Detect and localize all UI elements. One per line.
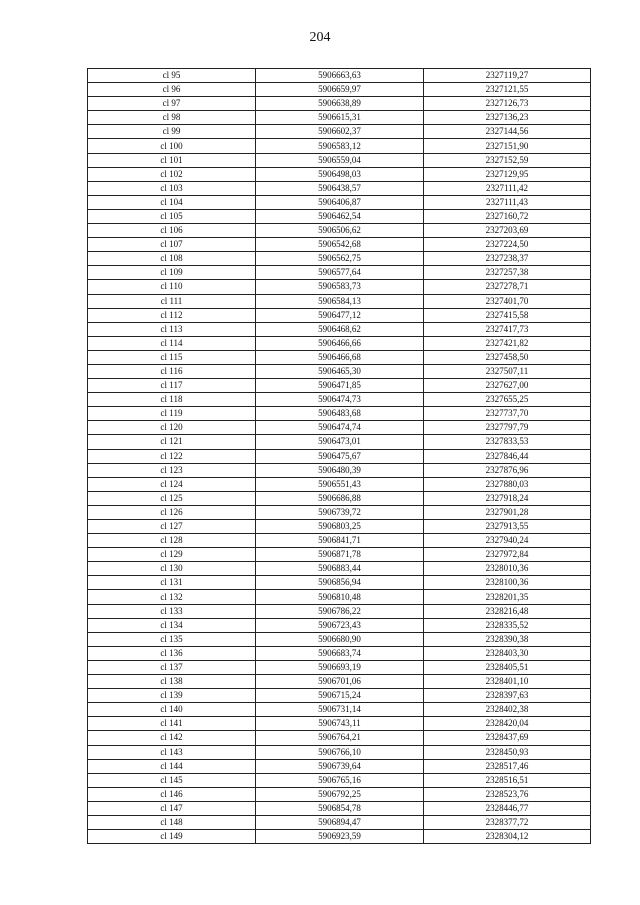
x-coordinate-cell: 5906602,37 [256, 125, 424, 139]
table-row [88, 689, 591, 703]
x-coordinate-cell: 5906803,25 [256, 520, 424, 534]
table-row [88, 167, 591, 181]
x-coordinate-cell: 5906468,62 [256, 322, 424, 336]
point-id-cell: cl 122 [88, 449, 256, 463]
x-coordinate-cell: 5906764,21 [256, 731, 424, 745]
table-row [88, 815, 591, 829]
point-id-cell: cl 101 [88, 153, 256, 167]
table-row [88, 520, 591, 534]
x-coordinate-cell: 5906739,72 [256, 505, 424, 519]
point-id-cell: cl 144 [88, 759, 256, 773]
x-coordinate-cell: 5906471,85 [256, 379, 424, 393]
y-coordinate-cell: 2327458,50 [424, 350, 591, 364]
x-coordinate-cell: 5906659,97 [256, 83, 424, 97]
table-row [88, 69, 591, 83]
y-coordinate-cell: 2327224,50 [424, 238, 591, 252]
y-coordinate-cell: 2327940,24 [424, 534, 591, 548]
x-coordinate-cell: 5906786,22 [256, 604, 424, 618]
x-coordinate-cell: 5906923,59 [256, 830, 424, 844]
point-id-cell: cl 142 [88, 731, 256, 745]
x-coordinate-cell: 5906856,94 [256, 576, 424, 590]
y-coordinate-cell: 2327913,55 [424, 520, 591, 534]
x-coordinate-cell: 5906477,12 [256, 308, 424, 322]
table-row [88, 773, 591, 787]
table-row [88, 322, 591, 336]
x-coordinate-cell: 5906438,57 [256, 181, 424, 195]
table-row [88, 632, 591, 646]
x-coordinate-cell: 5906810,48 [256, 590, 424, 604]
x-coordinate-cell: 5906894,47 [256, 815, 424, 829]
table-row [88, 294, 591, 308]
coordinates-table-body [88, 69, 591, 844]
y-coordinate-cell: 2328216,48 [424, 604, 591, 618]
x-coordinate-cell: 5906686,88 [256, 491, 424, 505]
y-coordinate-cell: 2328450,93 [424, 745, 591, 759]
table-row [88, 350, 591, 364]
x-coordinate-cell: 5906854,78 [256, 801, 424, 815]
table-row [88, 407, 591, 421]
point-id-cell: cl 109 [88, 266, 256, 280]
point-id-cell: cl 106 [88, 224, 256, 238]
point-id-cell: cl 116 [88, 364, 256, 378]
point-id-cell: cl 127 [88, 520, 256, 534]
table-row [88, 505, 591, 519]
point-id-cell: cl 102 [88, 167, 256, 181]
table-row [88, 548, 591, 562]
table-row [88, 660, 591, 674]
table-row [88, 393, 591, 407]
table-row [88, 336, 591, 350]
point-id-cell: cl 107 [88, 238, 256, 252]
x-coordinate-cell: 5906474,74 [256, 421, 424, 435]
y-coordinate-cell: 2327627,00 [424, 379, 591, 393]
y-coordinate-cell: 2328517,46 [424, 759, 591, 773]
point-id-cell: cl 110 [88, 280, 256, 294]
x-coordinate-cell: 5906473,01 [256, 435, 424, 449]
x-coordinate-cell: 5906483,68 [256, 407, 424, 421]
x-coordinate-cell: 5906462,54 [256, 209, 424, 223]
y-coordinate-cell: 2327401,70 [424, 294, 591, 308]
y-coordinate-cell: 2328420,04 [424, 717, 591, 731]
y-coordinate-cell: 2328010,36 [424, 562, 591, 576]
x-coordinate-cell: 5906765,16 [256, 773, 424, 787]
y-coordinate-cell: 2327797,79 [424, 421, 591, 435]
y-coordinate-cell: 2328405,51 [424, 660, 591, 674]
y-coordinate-cell: 2327160,72 [424, 209, 591, 223]
x-coordinate-cell: 5906466,66 [256, 336, 424, 350]
table-row [88, 97, 591, 111]
point-id-cell: cl 103 [88, 181, 256, 195]
point-id-cell: cl 133 [88, 604, 256, 618]
y-coordinate-cell: 2327121,55 [424, 83, 591, 97]
point-id-cell: cl 95 [88, 69, 256, 83]
y-coordinate-cell: 2327417,73 [424, 322, 591, 336]
point-id-cell: cl 141 [88, 717, 256, 731]
y-coordinate-cell: 2327876,96 [424, 463, 591, 477]
point-id-cell: cl 108 [88, 252, 256, 266]
point-id-cell: cl 139 [88, 689, 256, 703]
x-coordinate-cell: 5906506,62 [256, 224, 424, 238]
x-coordinate-cell: 5906465,30 [256, 364, 424, 378]
y-coordinate-cell: 2327278,71 [424, 280, 591, 294]
x-coordinate-cell: 5906731,14 [256, 703, 424, 717]
y-coordinate-cell: 2328304,12 [424, 830, 591, 844]
point-id-cell: cl 97 [88, 97, 256, 111]
point-id-cell: cl 115 [88, 350, 256, 364]
point-id-cell: cl 134 [88, 618, 256, 632]
table-row [88, 787, 591, 801]
table-row [88, 449, 591, 463]
x-coordinate-cell: 5906577,64 [256, 266, 424, 280]
point-id-cell: cl 120 [88, 421, 256, 435]
x-coordinate-cell: 5906551,43 [256, 477, 424, 491]
x-coordinate-cell: 5906466,68 [256, 350, 424, 364]
x-coordinate-cell: 5906475,67 [256, 449, 424, 463]
point-id-cell: cl 119 [88, 407, 256, 421]
table-row [88, 195, 591, 209]
point-id-cell: cl 147 [88, 801, 256, 815]
table-row [88, 703, 591, 717]
point-id-cell: cl 100 [88, 139, 256, 153]
point-id-cell: cl 123 [88, 463, 256, 477]
table-row [88, 745, 591, 759]
x-coordinate-cell: 5906583,73 [256, 280, 424, 294]
y-coordinate-cell: 2327136,23 [424, 111, 591, 125]
x-coordinate-cell: 5906792,25 [256, 787, 424, 801]
x-coordinate-cell: 5906841,71 [256, 534, 424, 548]
x-coordinate-cell: 5906871,78 [256, 548, 424, 562]
x-coordinate-cell: 5906559,04 [256, 153, 424, 167]
y-coordinate-cell: 2327833,53 [424, 435, 591, 449]
point-id-cell: cl 148 [88, 815, 256, 829]
y-coordinate-cell: 2328397,63 [424, 689, 591, 703]
point-id-cell: cl 117 [88, 379, 256, 393]
point-id-cell: cl 126 [88, 505, 256, 519]
y-coordinate-cell: 2327972,84 [424, 548, 591, 562]
point-id-cell: cl 143 [88, 745, 256, 759]
x-coordinate-cell: 5906474,73 [256, 393, 424, 407]
y-coordinate-cell: 2328377,72 [424, 815, 591, 829]
table-row [88, 224, 591, 238]
table-row [88, 83, 591, 97]
x-coordinate-cell: 5906542,68 [256, 238, 424, 252]
y-coordinate-cell: 2327918,24 [424, 491, 591, 505]
point-id-cell: cl 113 [88, 322, 256, 336]
point-id-cell: cl 138 [88, 675, 256, 689]
table-row [88, 139, 591, 153]
y-coordinate-cell: 2327203,69 [424, 224, 591, 238]
point-id-cell: cl 96 [88, 83, 256, 97]
y-coordinate-cell: 2328402,38 [424, 703, 591, 717]
y-coordinate-cell: 2327111,42 [424, 181, 591, 195]
x-coordinate-cell: 5906583,12 [256, 139, 424, 153]
y-coordinate-cell: 2328335,52 [424, 618, 591, 632]
y-coordinate-cell: 2328401,10 [424, 675, 591, 689]
table-row [88, 604, 591, 618]
y-coordinate-cell: 2327655,25 [424, 393, 591, 407]
point-id-cell: cl 124 [88, 477, 256, 491]
y-coordinate-cell: 2327507,11 [424, 364, 591, 378]
point-id-cell: cl 128 [88, 534, 256, 548]
x-coordinate-cell: 5906498,03 [256, 167, 424, 181]
point-id-cell: cl 146 [88, 787, 256, 801]
table-row [88, 477, 591, 491]
point-id-cell: cl 125 [88, 491, 256, 505]
table-row [88, 646, 591, 660]
y-coordinate-cell: 2328437,69 [424, 731, 591, 745]
table-row [88, 618, 591, 632]
table-row [88, 308, 591, 322]
point-id-cell: cl 140 [88, 703, 256, 717]
x-coordinate-cell: 5906615,31 [256, 111, 424, 125]
table-row [88, 435, 591, 449]
table-row [88, 364, 591, 378]
point-id-cell: cl 112 [88, 308, 256, 322]
point-id-cell: cl 145 [88, 773, 256, 787]
point-id-cell: cl 121 [88, 435, 256, 449]
table-row [88, 801, 591, 815]
table-row [88, 830, 591, 844]
x-coordinate-cell: 5906715,24 [256, 689, 424, 703]
table-row [88, 421, 591, 435]
x-coordinate-cell: 5906693,19 [256, 660, 424, 674]
point-id-cell: cl 136 [88, 646, 256, 660]
table-row [88, 576, 591, 590]
x-coordinate-cell: 5906480,39 [256, 463, 424, 477]
y-coordinate-cell: 2327119,27 [424, 69, 591, 83]
y-coordinate-cell: 2327152,59 [424, 153, 591, 167]
x-coordinate-cell: 5906766,10 [256, 745, 424, 759]
y-coordinate-cell: 2328390,38 [424, 632, 591, 646]
x-coordinate-cell: 5906723,43 [256, 618, 424, 632]
table-row [88, 759, 591, 773]
point-id-cell: cl 98 [88, 111, 256, 125]
point-id-cell: cl 104 [88, 195, 256, 209]
table-row [88, 463, 591, 477]
table-row [88, 181, 591, 195]
y-coordinate-cell: 2327257,38 [424, 266, 591, 280]
point-id-cell: cl 137 [88, 660, 256, 674]
y-coordinate-cell: 2328201,35 [424, 590, 591, 604]
x-coordinate-cell: 5906663,63 [256, 69, 424, 83]
y-coordinate-cell: 2327111,43 [424, 195, 591, 209]
y-coordinate-cell: 2328403,30 [424, 646, 591, 660]
table-row [88, 238, 591, 252]
point-id-cell: cl 111 [88, 294, 256, 308]
y-coordinate-cell: 2327238,37 [424, 252, 591, 266]
point-id-cell: cl 129 [88, 548, 256, 562]
point-id-cell: cl 135 [88, 632, 256, 646]
table-row [88, 111, 591, 125]
coordinates-table [87, 68, 591, 844]
point-id-cell: cl 132 [88, 590, 256, 604]
x-coordinate-cell: 5906638,89 [256, 97, 424, 111]
point-id-cell: cl 131 [88, 576, 256, 590]
x-coordinate-cell: 5906739,64 [256, 759, 424, 773]
table-row [88, 252, 591, 266]
table-row [88, 209, 591, 223]
x-coordinate-cell: 5906562,75 [256, 252, 424, 266]
y-coordinate-cell: 2327737,70 [424, 407, 591, 421]
table-row [88, 491, 591, 505]
table-row [88, 562, 591, 576]
y-coordinate-cell: 2327846,44 [424, 449, 591, 463]
y-coordinate-cell: 2327880,03 [424, 477, 591, 491]
y-coordinate-cell: 2327151,90 [424, 139, 591, 153]
table-row [88, 731, 591, 745]
point-id-cell: cl 105 [88, 209, 256, 223]
y-coordinate-cell: 2327421,82 [424, 336, 591, 350]
x-coordinate-cell: 5906584,13 [256, 294, 424, 308]
table-row [88, 534, 591, 548]
y-coordinate-cell: 2328446,77 [424, 801, 591, 815]
table-row [88, 675, 591, 689]
x-coordinate-cell: 5906701,06 [256, 675, 424, 689]
x-coordinate-cell: 5906406,87 [256, 195, 424, 209]
y-coordinate-cell: 2327415,58 [424, 308, 591, 322]
table-row [88, 125, 591, 139]
point-id-cell: cl 114 [88, 336, 256, 350]
point-id-cell: cl 118 [88, 393, 256, 407]
y-coordinate-cell: 2327129,95 [424, 167, 591, 181]
table-row [88, 717, 591, 731]
table-row [88, 153, 591, 167]
x-coordinate-cell: 5906743,11 [256, 717, 424, 731]
y-coordinate-cell: 2327144,56 [424, 125, 591, 139]
y-coordinate-cell: 2328100,36 [424, 576, 591, 590]
y-coordinate-cell: 2328516,51 [424, 773, 591, 787]
table-row [88, 590, 591, 604]
table-row [88, 379, 591, 393]
x-coordinate-cell: 5906683,74 [256, 646, 424, 660]
y-coordinate-cell: 2328523,76 [424, 787, 591, 801]
page-number: 204 [309, 30, 331, 45]
y-coordinate-cell: 2327126,73 [424, 97, 591, 111]
x-coordinate-cell: 5906680,90 [256, 632, 424, 646]
table-row [88, 266, 591, 280]
table-row [88, 280, 591, 294]
x-coordinate-cell: 5906883,44 [256, 562, 424, 576]
point-id-cell: cl 130 [88, 562, 256, 576]
y-coordinate-cell: 2327901,28 [424, 505, 591, 519]
point-id-cell: cl 149 [88, 830, 256, 844]
point-id-cell: cl 99 [88, 125, 256, 139]
